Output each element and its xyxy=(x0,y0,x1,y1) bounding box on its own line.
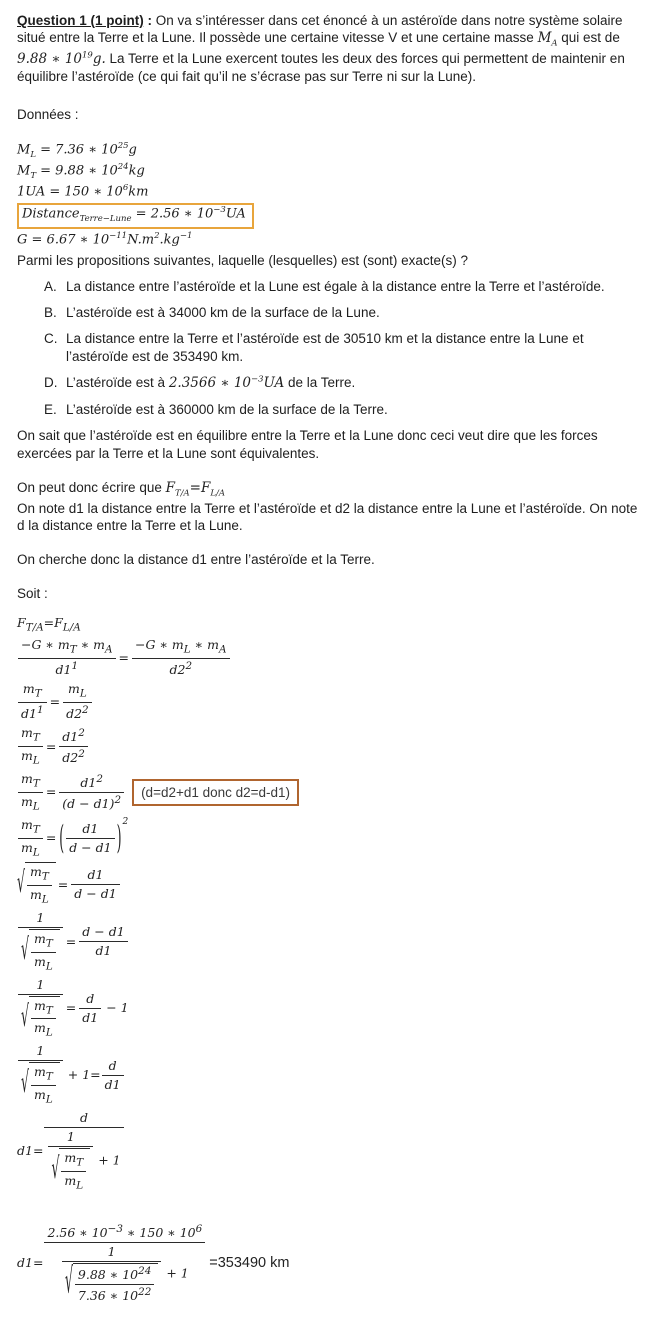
fraction xyxy=(18,977,63,1041)
fraction xyxy=(31,998,56,1041)
fraction xyxy=(44,1110,123,1193)
math-token: m xyxy=(33,930,46,946)
square-root xyxy=(21,929,60,974)
square-root xyxy=(64,1259,158,1304)
fraction xyxy=(18,817,43,860)
result-value: =353490 km xyxy=(209,1255,290,1272)
question-intro xyxy=(17,12,641,85)
denominator xyxy=(18,1060,63,1107)
math-subscript: L/A xyxy=(210,488,225,499)
distance-highlight-box xyxy=(17,203,254,228)
math-token: 9.88 ∗ 10 xyxy=(17,50,82,67)
math-superscript: 19 xyxy=(82,50,93,61)
math-token: m xyxy=(21,725,33,741)
math-token: = 7.36 ∗ 10 xyxy=(35,141,118,157)
numerator xyxy=(62,1244,161,1261)
numerator xyxy=(66,821,114,838)
math-token: + 1 xyxy=(94,1152,121,1168)
math-token: d xyxy=(80,1109,89,1125)
sqrt-sign: √ xyxy=(17,864,25,900)
fraction xyxy=(18,637,116,678)
math-superscript: 1 xyxy=(71,660,79,673)
math-token: M xyxy=(17,141,31,157)
data-line-ml xyxy=(17,141,641,161)
denominator xyxy=(18,994,63,1041)
math-token: = xyxy=(45,738,57,754)
math-token: ∗ m xyxy=(190,637,219,653)
inline-math-mass-value xyxy=(17,51,106,67)
math-subscript: L xyxy=(41,893,49,906)
denominator xyxy=(31,1018,56,1040)
math-token: 1UA = 150 ∗ 10 xyxy=(17,184,123,200)
math-subscript: L xyxy=(45,1026,53,1039)
fraction xyxy=(102,1058,124,1093)
denominator xyxy=(31,952,56,974)
math-token: d1 xyxy=(87,867,104,883)
proposition-e xyxy=(17,401,641,418)
numerator xyxy=(61,1150,86,1171)
math-token: 1 xyxy=(66,1128,75,1144)
proposition-text: L’astéroïde est à 360000 km de la surface de la Terre. xyxy=(66,402,388,418)
fraction xyxy=(59,727,88,766)
square-root xyxy=(17,862,56,907)
math-token: M xyxy=(17,163,31,179)
fraction xyxy=(79,924,127,959)
denominator xyxy=(18,658,116,678)
math-token: = xyxy=(45,784,57,800)
denominator xyxy=(48,1146,93,1193)
math-token: 9.88 ∗ 10 xyxy=(77,1266,139,1282)
math-superscript: 2 xyxy=(96,772,103,785)
math-token: = xyxy=(65,1000,77,1016)
propositions-prompt: Parmi les propositions suivantes, laquelle (lesquelles) est (sont) exacte(s) ? xyxy=(17,252,468,268)
math-token: = xyxy=(189,479,201,496)
denominator xyxy=(79,1008,101,1026)
denominator xyxy=(71,884,119,902)
denominator xyxy=(61,1171,86,1193)
numerator xyxy=(59,727,88,746)
fraction xyxy=(18,725,43,768)
math-token: = xyxy=(65,933,77,949)
sqrt-sign: √ xyxy=(64,1259,73,1302)
math-token: d2 xyxy=(169,662,186,678)
math-subscript: L xyxy=(32,754,40,767)
math-token: m xyxy=(22,681,35,697)
math-token: − 1 xyxy=(102,1000,129,1016)
math-subscript: T xyxy=(34,687,42,700)
fraction xyxy=(18,771,43,814)
math-token: d xyxy=(86,990,95,1006)
math-superscript: −3 xyxy=(107,1222,123,1235)
math-superscript: 2 xyxy=(185,660,193,673)
math-token: −G ∗ m xyxy=(135,637,184,653)
math-subscript: T xyxy=(76,1156,84,1169)
math-token: (d − d1) xyxy=(62,796,115,811)
math-token: d − d1 xyxy=(69,839,112,855)
math-token: = 2.56 ∗ 10 xyxy=(131,206,214,222)
denominator xyxy=(132,658,230,678)
equation-2 xyxy=(17,637,641,678)
math-superscript: −1 xyxy=(179,230,193,241)
proposition-letter: A. xyxy=(44,278,57,294)
math-subscript: L xyxy=(32,800,40,813)
math-subscript: T/A xyxy=(25,621,44,634)
data-line-mt xyxy=(17,162,641,182)
math-token: g. xyxy=(92,50,106,67)
math-token: d1= xyxy=(17,1143,44,1159)
square-root xyxy=(51,1148,90,1193)
math-token: d2 xyxy=(66,706,83,722)
math-token: 7.36 ∗ 10 xyxy=(77,1288,139,1304)
numerator xyxy=(18,681,47,702)
numerator xyxy=(79,924,127,941)
math-subscript: Terre−Lune xyxy=(79,214,132,225)
math-subscript: T xyxy=(45,1070,53,1083)
math-token: N.m xyxy=(127,232,155,247)
data-line-ua xyxy=(17,183,641,201)
numerator xyxy=(44,1223,205,1242)
math-token: d1 xyxy=(95,943,112,959)
proposition-text xyxy=(66,374,641,392)
fraction xyxy=(62,1244,161,1304)
math-token: + 1 xyxy=(162,1265,189,1281)
numerator xyxy=(44,1110,123,1127)
math-token: F xyxy=(17,614,26,630)
math-token: ∗ 150 ∗ 10 xyxy=(122,1224,196,1240)
math-subscript: T xyxy=(32,823,40,836)
math-subscript: L/A xyxy=(62,621,81,634)
fraction xyxy=(27,864,52,907)
math-token: 2.3566 ∗ 10 xyxy=(168,374,252,391)
sqrt-sign: √ xyxy=(51,1150,60,1186)
left-paren: ( xyxy=(59,817,65,857)
math-subscript: T xyxy=(45,937,53,950)
equation-6 xyxy=(17,817,641,860)
math-token: G = 6.67 ∗ 10 xyxy=(17,232,110,247)
right-paren: ) xyxy=(116,817,122,857)
denominator xyxy=(44,1242,205,1304)
math-token: UA xyxy=(225,206,246,222)
denominator xyxy=(18,927,63,974)
proposition-letter: B. xyxy=(44,305,57,321)
math-token: d1 xyxy=(21,706,37,722)
math-superscript: 2 xyxy=(82,704,89,717)
radicand xyxy=(29,996,60,1041)
math-token: d1 xyxy=(82,820,99,836)
equation-12 xyxy=(17,1223,641,1304)
proposition-a xyxy=(17,278,641,295)
math-token: m xyxy=(33,1087,46,1103)
math-subscript: L xyxy=(76,1179,84,1192)
numerator xyxy=(75,1265,154,1284)
math-subscript: L xyxy=(45,1093,53,1106)
numerator xyxy=(63,681,92,702)
math-token: m xyxy=(33,953,46,969)
numerator xyxy=(18,977,63,994)
math-token: F xyxy=(200,479,211,496)
math-subscript: T xyxy=(32,731,40,744)
math-token: = xyxy=(57,876,69,892)
math-superscript: 2 xyxy=(122,817,129,828)
math-superscript: 2 xyxy=(114,793,122,806)
math-superscript: 22 xyxy=(138,1285,152,1298)
numerator xyxy=(31,1064,56,1085)
math-token: −G ∗ m xyxy=(21,637,70,653)
math-token: d1 xyxy=(104,1076,121,1092)
math-superscript: 25 xyxy=(117,140,129,151)
math-token: m xyxy=(33,997,46,1013)
numerator xyxy=(18,910,63,927)
denominator xyxy=(102,1075,124,1093)
radicand xyxy=(25,862,56,907)
math-token: d2 xyxy=(62,750,79,766)
paragraph-cherche: On cherche donc la distance d1 entre l’astéroïde et la Terre. xyxy=(17,552,375,568)
proposition-letter: D. xyxy=(44,374,58,390)
math-subscript: L xyxy=(32,846,40,858)
numerator xyxy=(71,867,119,884)
fraction xyxy=(75,1265,154,1304)
fraction xyxy=(44,1223,205,1304)
denominator xyxy=(18,792,43,814)
math-superscript: 2 xyxy=(154,230,160,241)
math-token: .kg xyxy=(159,232,180,247)
math-token: m xyxy=(29,864,42,880)
denominator xyxy=(63,702,92,722)
math-superscript: 24 xyxy=(138,1264,152,1277)
math-token: UA xyxy=(263,374,285,391)
math-token: 1 xyxy=(36,1043,45,1059)
math-subscript: A xyxy=(551,38,558,49)
numerator xyxy=(59,773,124,792)
math-token: m xyxy=(21,748,33,764)
math-superscript: 2 xyxy=(78,727,85,740)
fraction xyxy=(31,1064,56,1107)
math-subscript: T xyxy=(45,1004,53,1017)
proposition-d xyxy=(17,374,641,392)
fraction xyxy=(63,681,92,722)
proposition-letter: C. xyxy=(44,331,58,347)
math-token: 1 xyxy=(36,909,45,925)
math-token: m xyxy=(21,771,33,787)
math-superscript: 1 xyxy=(36,704,44,717)
math-subscript: T xyxy=(30,170,36,181)
math-subscript: A xyxy=(219,643,227,656)
inline-math-mass-symbol xyxy=(537,30,558,49)
paragraph-note-distances: On note d1 la distance entre la Terre et l’astéroïde et d2 la distance entre la Lune et l’astéroïde. On note d la distance entre la Terre et la Lune. xyxy=(17,500,638,533)
question-intro-text: On va s’intéresser dans cet énoncé à un astéroïde dans notre système solaire situé entre la Terre et la Lune. Il possède une certaine vitesse V et une certaine masse xyxy=(17,13,623,46)
math-superscript: 24 xyxy=(117,162,129,173)
data-line-g xyxy=(17,231,641,249)
numerator xyxy=(79,991,101,1008)
equation-3 xyxy=(17,681,641,722)
denominator xyxy=(79,941,127,959)
radicand xyxy=(59,1148,90,1193)
equation-10 xyxy=(17,1043,641,1107)
math-token: = xyxy=(49,693,61,709)
equation-11 xyxy=(17,1110,641,1193)
math-subscript: T xyxy=(69,643,77,656)
math-superscript: −11 xyxy=(109,230,128,241)
denominator xyxy=(44,1127,123,1193)
question-label: Question 1 (1 point) xyxy=(17,13,144,28)
paragraph-equilibre: On sait que l’astéroïde est en équilibre entre la Terre et la Lune donc ceci veut dire que les forces exercées par la Terre et la Lune sont équivalentes. xyxy=(17,428,598,461)
math-subscript: L xyxy=(79,687,87,700)
fraction xyxy=(48,1129,93,1193)
proposition-c xyxy=(17,330,641,365)
math-token: d1 xyxy=(80,774,97,790)
radicand xyxy=(29,929,60,974)
numerator xyxy=(18,817,43,838)
math-token: d1 xyxy=(62,729,79,745)
math-token: d − d1 xyxy=(74,886,117,902)
math-token: = xyxy=(43,614,55,630)
math-superscript: 2 xyxy=(78,748,85,761)
math-token: + 1= xyxy=(63,1067,101,1083)
numerator xyxy=(27,864,52,885)
math-expression xyxy=(17,615,81,635)
inline-math-distance xyxy=(169,375,284,391)
math-superscript: −3 xyxy=(213,205,226,216)
fraction xyxy=(71,867,119,902)
denominator xyxy=(62,1261,161,1304)
question-intro-text: qui est de xyxy=(557,30,620,46)
annotation-box xyxy=(132,779,299,806)
denominator xyxy=(18,838,43,860)
math-token: = xyxy=(45,830,57,845)
sqrt-sign: √ xyxy=(21,931,29,967)
denominator xyxy=(31,1085,56,1107)
math-token: m xyxy=(21,839,33,855)
equation-5 xyxy=(17,771,641,814)
math-token: 1 xyxy=(36,976,45,992)
math-token: Distance xyxy=(22,206,80,222)
radicand xyxy=(73,1263,158,1304)
math-subscript: L xyxy=(30,149,36,160)
soit-label: Soit : xyxy=(17,586,48,602)
math-token: m xyxy=(64,1172,77,1188)
proposition-text-fragment: de la Terre. xyxy=(284,374,356,390)
proposition-letter: E. xyxy=(44,402,57,418)
donnees-heading: Données : xyxy=(17,107,79,123)
square-root xyxy=(21,1062,60,1107)
math-superscript: 6 xyxy=(122,183,129,194)
math-subscript: L xyxy=(45,960,53,973)
math-subscript: A xyxy=(105,643,113,656)
math-token: m xyxy=(33,1020,46,1036)
proposition-text: L’astéroïde est à 34000 km de la surface de la Lune. xyxy=(66,305,380,321)
math-token: m xyxy=(21,793,33,809)
math-token: d1= xyxy=(17,1255,44,1271)
equation-7 xyxy=(17,862,641,907)
question-colon: : xyxy=(143,13,156,28)
sqrt-sign: √ xyxy=(21,997,29,1033)
numerator xyxy=(18,725,43,746)
fraction xyxy=(18,910,63,974)
equation-4 xyxy=(17,725,641,768)
denominator xyxy=(66,838,114,856)
math-subscript: L xyxy=(183,643,191,656)
question-intro-text: La Terre et la Lune exercent toutes les deux des forces qui permettent de maintenir en équilibre l’astéroïde (ce qui fait qu’il ne s’écrase pas sur Terre ni sur la Lune). xyxy=(17,50,625,85)
math-token: km xyxy=(128,184,149,200)
proposition-text-fragment: L’astéroïde est à xyxy=(66,374,169,390)
sqrt-sign: √ xyxy=(21,1064,29,1100)
denominator xyxy=(27,885,52,907)
denominator xyxy=(75,1284,154,1304)
math-token: 1 xyxy=(107,1243,116,1259)
fraction xyxy=(61,1150,86,1193)
fraction xyxy=(59,773,124,812)
math-token: m xyxy=(64,1149,77,1165)
fraction xyxy=(66,821,114,856)
math-token: = 9.88 ∗ 10 xyxy=(35,163,118,179)
data-line-distance xyxy=(17,202,641,229)
numerator xyxy=(18,771,43,792)
numerator xyxy=(18,637,116,658)
math-token: d1 xyxy=(82,1009,99,1025)
numerator xyxy=(102,1058,124,1075)
denominator xyxy=(59,746,88,766)
math-token: d − d1 xyxy=(82,924,125,940)
math-subscript: T xyxy=(32,777,40,790)
numerator xyxy=(18,1043,63,1060)
fraction xyxy=(132,637,230,678)
annotation-text: (d=d2+d1 donc d2=d-d1) xyxy=(141,784,291,800)
fraction xyxy=(79,991,101,1026)
equation-9 xyxy=(17,977,641,1041)
equation-1 xyxy=(17,615,641,635)
math-subscript: T/A xyxy=(174,488,190,499)
fraction xyxy=(18,681,47,722)
denominator xyxy=(18,702,47,722)
math-token: 2.56 ∗ 10 xyxy=(47,1224,108,1240)
numerator xyxy=(31,998,56,1019)
math-token: m xyxy=(29,887,42,903)
math-token: M xyxy=(537,30,552,47)
math-token: m xyxy=(21,816,33,832)
math-token: ∗ m xyxy=(76,637,106,653)
math-token: d1 xyxy=(55,662,72,678)
math-subscript: T xyxy=(41,870,49,883)
denominator xyxy=(18,746,43,768)
proposition-text: La distance entre l’astéroïde et la Lune est égale à la distance entre la Terre et l’astéroïde. xyxy=(66,278,605,294)
numerator xyxy=(48,1129,93,1146)
fraction xyxy=(18,1043,63,1107)
fraction xyxy=(31,931,56,974)
math-token: m xyxy=(33,1064,46,1080)
equation-8 xyxy=(17,910,641,974)
math-token: m xyxy=(67,681,80,697)
math-superscript: 6 xyxy=(195,1222,203,1235)
math-token: F xyxy=(54,614,63,630)
denominator xyxy=(59,792,124,812)
math-token: g xyxy=(128,141,137,157)
math-token: = xyxy=(118,649,130,665)
math-token: d xyxy=(108,1057,117,1073)
paragraph-ecrire xyxy=(17,479,641,500)
radicand xyxy=(29,1062,60,1107)
math-superscript: −3 xyxy=(251,374,264,385)
proposition-text: La distance entre la Terre et l’astéroïde est de 30510 km et la distance entre la Lune et l’astéroïde est de 353490 km. xyxy=(66,331,584,364)
math-token: kg xyxy=(128,163,145,179)
paragraph-text: On peut donc écrire que xyxy=(17,479,166,495)
proposition-b xyxy=(17,304,641,321)
inline-math-forces xyxy=(165,479,225,499)
square-root xyxy=(21,996,60,1041)
numerator xyxy=(31,931,56,952)
math-token: F xyxy=(165,479,175,496)
numerator xyxy=(132,637,230,658)
